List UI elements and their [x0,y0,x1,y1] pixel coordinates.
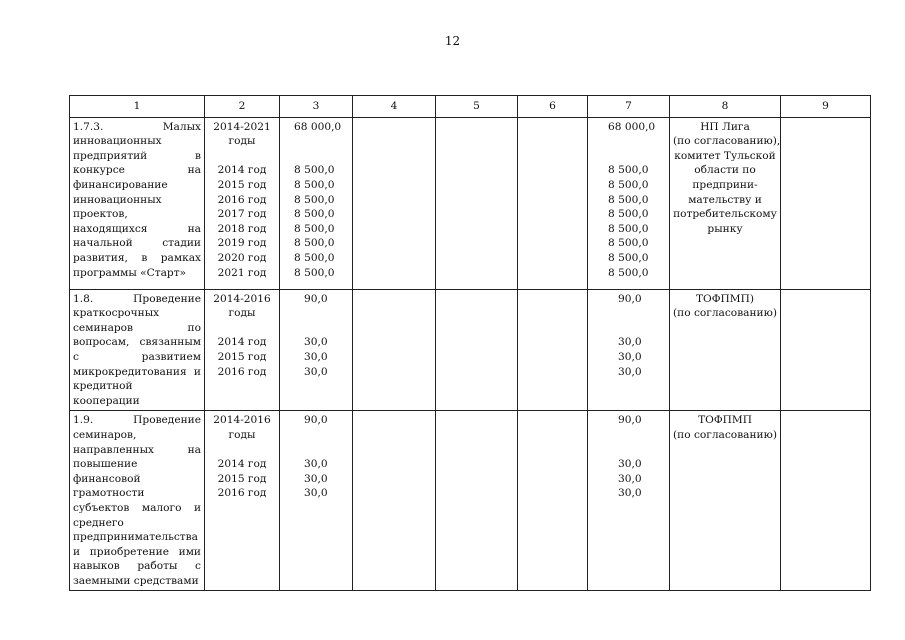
empty-cell [353,411,436,591]
col7-value: 8 500,0 [608,193,649,206]
col3-value: 8 500,0 [294,222,335,235]
executor-line: (по согласованию) [673,428,777,441]
col7-value: 8 500,0 [608,164,649,177]
empty-cell [518,117,588,289]
header-cell: 2 [205,96,280,118]
year-label: 2014 год [217,164,267,177]
col3-value: 8 500,0 [294,208,335,221]
year-label: 2015 год [217,178,267,191]
col3-total: 90,0 [304,292,328,305]
col3-value: 8 500,0 [294,237,335,250]
year-label: 2015 год [217,472,267,485]
empty-cell [353,117,436,289]
executor-line: потребительскому [673,208,777,221]
col3-total: 68 000,0 [294,120,342,133]
header-cell: 7 [588,96,670,118]
col3-value: 30,0 [304,458,328,471]
executor-line: мательству и [688,193,762,206]
col3-value: 30,0 [304,365,328,378]
col7-total: 90,0 [618,414,642,427]
col7-value: 30,0 [618,487,642,500]
col7-value: 8 500,0 [608,222,649,235]
year-label: 2021 год [217,266,267,279]
col3-value: 8 500,0 [294,178,335,191]
col7-value: 30,0 [618,336,642,349]
col7-value: 8 500,0 [608,266,649,279]
col7-cell [588,117,670,289]
table-row [70,117,871,289]
executor-cell [670,411,781,591]
col7-value: 8 500,0 [608,237,649,250]
empty-cell [518,289,588,411]
col7-total: 68 000,0 [608,120,656,133]
year-label: 2016 год [217,365,267,378]
empty-cell [781,117,871,289]
header-cell: 5 [436,96,518,118]
table-row [70,411,871,591]
header-cell: 8 [670,96,781,118]
period-cell [205,411,280,591]
executor-line: ТОФПМП) [695,292,754,305]
period-label: 2014-2016 годы [213,414,271,441]
col3-value: 8 500,0 [294,251,335,264]
year-label: 2017 год [217,208,267,221]
empty-cell [518,411,588,591]
col3-total: 90,0 [304,414,328,427]
executor-cell [670,289,781,411]
empty-cell [436,289,518,411]
col3-value: 30,0 [304,487,328,500]
header-cell: 1 [70,96,205,118]
col7-value: 30,0 [618,350,642,363]
year-label: 2015 год [217,350,267,363]
measures-table [69,95,871,591]
measure-title: 1.8. Проведение краткосрочных семинаров по вопросам, связанным с развитием микрокредитования и кредитной кооперации [70,289,205,411]
col7-total: 90,0 [618,292,642,305]
measure-title: 1.7.3. Малых инновационных предприятий в конкурсе на финансирование инновационных проектов, находящихся на начальной стадии развития, в рамках программы «Старт» [70,117,205,289]
period-label: 2014-2016 годы [213,292,271,320]
col7-value: 30,0 [618,365,642,378]
empty-cell [436,117,518,289]
col7-value: 30,0 [618,458,642,471]
header-row [70,96,871,118]
col7-cell [588,289,670,411]
table-row [70,289,871,411]
period-cell [205,289,280,411]
col3-value: 8 500,0 [294,164,335,177]
empty-cell [781,289,871,411]
executor-line: ТОФПМП [698,414,752,427]
year-label: 2020 год [217,251,267,264]
year-label: 2016 год [217,487,267,500]
executor-line: (по согласованию) [673,307,777,320]
year-label: 2014 год [217,458,267,471]
empty-cell [781,411,871,591]
header-cell: 6 [518,96,588,118]
header-cell: 9 [781,96,871,118]
executor-line: предприни- [692,178,758,191]
period-label: 2014-2021 годы [213,120,271,148]
executor-line: НП Лига [700,120,750,133]
year-label: 2019 год [217,237,267,250]
col3-value: 30,0 [304,472,328,485]
executor-line: (по согласованию), [673,135,781,148]
col3-value: 8 500,0 [294,193,335,206]
period-cell [205,117,280,289]
page-number: 12 [444,34,461,48]
executor-line: комитет Тульской [674,149,776,162]
header-cell: 3 [280,96,353,118]
executor-line: рынку [707,222,743,235]
executor-cell [670,117,781,289]
col3-cell [280,117,353,289]
col7-value: 8 500,0 [608,208,649,221]
col7-value: 30,0 [618,472,642,485]
year-label: 2014 год [217,336,267,349]
col3-value: 8 500,0 [294,266,335,279]
measure-title: 1.9. Проведение семинаров, направленных на повышение финансовой грамотности субъектов малого и среднего предпринимательства и приобретение ими навыков работы с заемными средствами [70,411,205,591]
header-cell: 4 [353,96,436,118]
col7-cell [588,411,670,591]
empty-cell [436,411,518,591]
executor-line: области по [694,164,756,177]
col3-cell [280,289,353,411]
col3-cell [280,411,353,591]
col3-value: 30,0 [304,336,328,349]
col3-value: 30,0 [304,350,328,363]
year-label: 2016 год [217,193,267,206]
year-label: 2018 год [217,222,267,235]
col7-value: 8 500,0 [608,178,649,191]
empty-cell [353,289,436,411]
col7-value: 8 500,0 [608,251,649,264]
